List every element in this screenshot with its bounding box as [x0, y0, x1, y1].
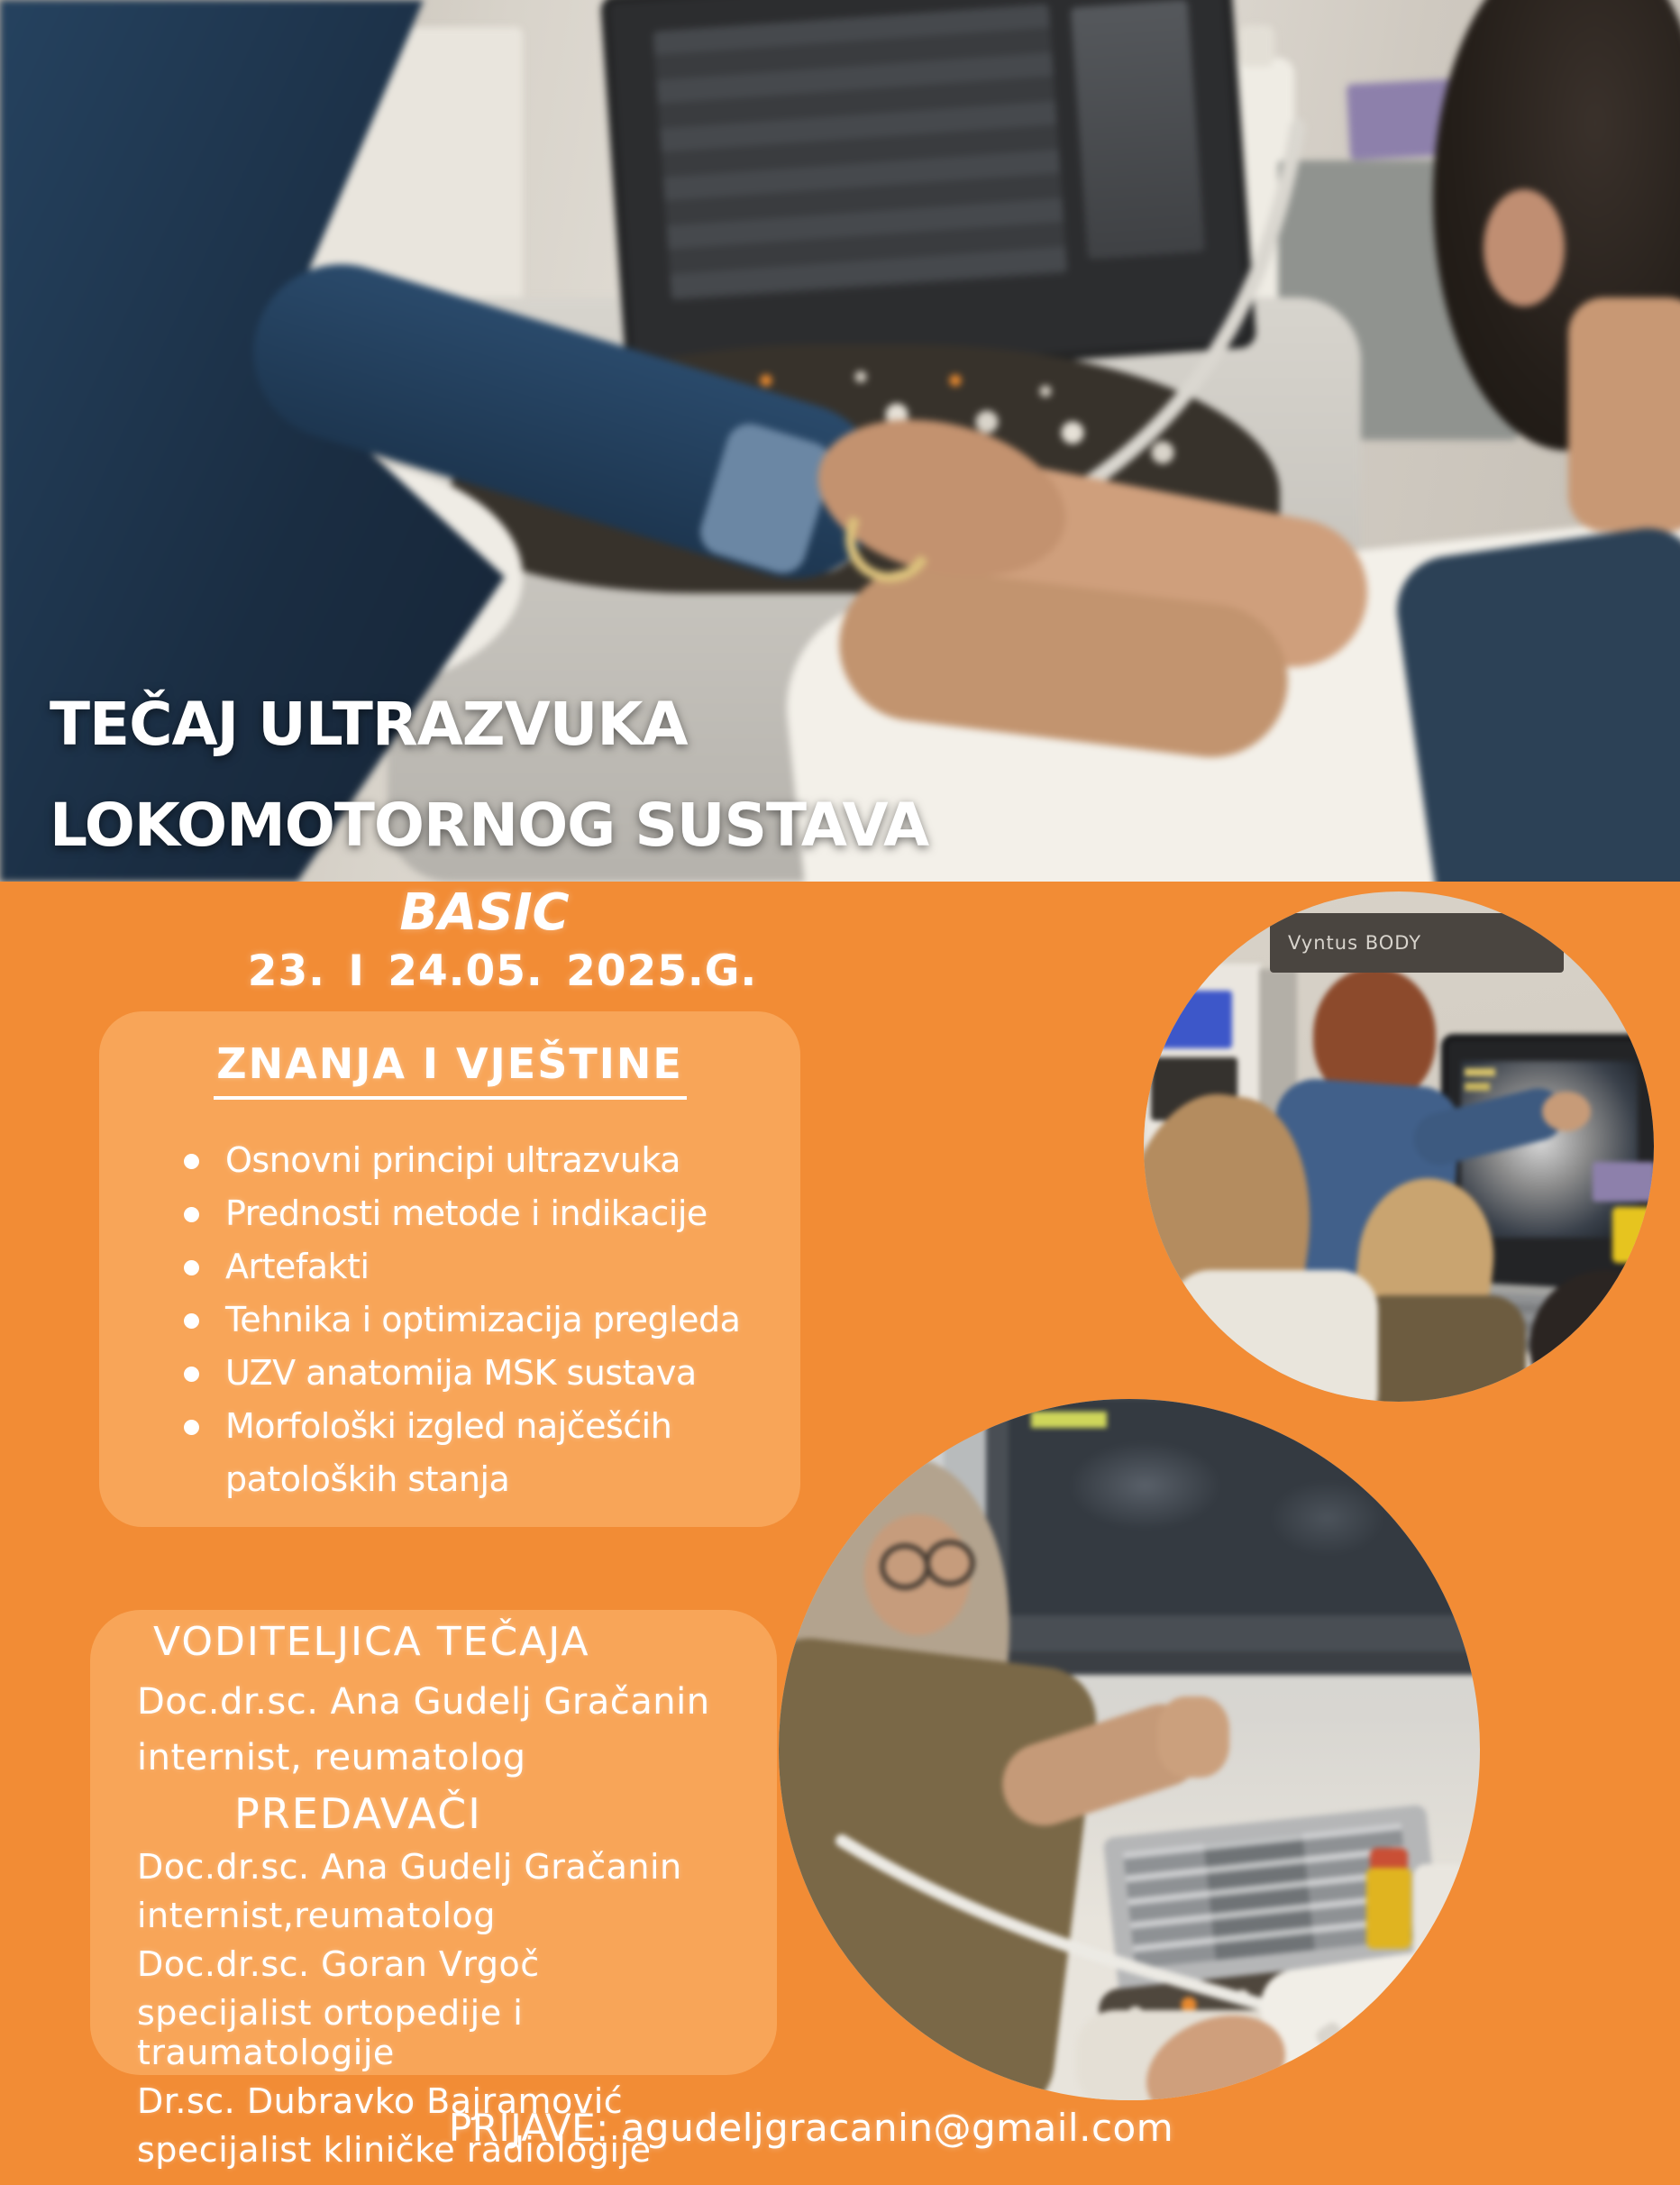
skills-list-item: Osnovni principi ultrazvuka — [99, 1134, 800, 1187]
lecturers-heading: PREDAVAČI — [234, 1789, 482, 1838]
faculty-panel — [90, 1610, 777, 2170]
foreground-trainee-top — [1171, 1270, 1378, 1402]
hero-photo-ultrasound-training — [0, 0, 1680, 882]
course-level: BASIC — [399, 883, 570, 942]
skills-list-item: Morfološki izgled najčešćih patoloških stanja — [99, 1400, 800, 1506]
poster-title-line2: LOKOMOTORNOG SUSTAVA — [50, 791, 929, 860]
skills-list-item: UZV anatomija MSK sustava — [99, 1347, 800, 1400]
machine-sign-label: Vyntus BODY — [1270, 913, 1564, 973]
skills-heading-underline — [214, 1096, 687, 1100]
ultrasound-ui-label2 — [1465, 1083, 1490, 1091]
circle-photo-demo-session — [1144, 891, 1654, 1402]
patient-arm — [1594, 1315, 1654, 1402]
poster-title — [50, 674, 928, 876]
skills-list-item: Artefakti — [99, 1240, 800, 1294]
skills-panel — [99, 1011, 800, 1527]
glove-box-small — [1593, 1162, 1654, 1202]
skills-list-item: Prednosti metode i indikacije — [99, 1187, 800, 1240]
observer-neck — [1568, 297, 1680, 532]
ultrasound-ui-label — [1465, 1068, 1495, 1076]
lecturer-name: Doc.dr.sc. Ana Gudelj Gračanin — [137, 1847, 682, 1887]
observer-ear — [1484, 189, 1565, 306]
leader-name: Doc.dr.sc. Ana Gudelj Gračanin — [137, 1681, 710, 1723]
lecturer-role: specijalist kliničke radiologije — [137, 2130, 652, 2170]
circle-bottom-scene — [779, 1399, 1480, 2100]
leader-role: internist, reumatolog — [137, 1737, 526, 1778]
circle-photo-hands-on-scan — [779, 1399, 1480, 2100]
skills-heading: ZNANJA I VJEŠTINE — [216, 1039, 683, 1088]
contact-email-line: PRIJAVE: agudeljgracanin@gmail.com — [448, 2106, 1174, 2150]
sharps-container — [1612, 1207, 1652, 1263]
skills-list — [99, 1134, 800, 1506]
observer-shoulder — [1390, 521, 1680, 882]
poster-title-line1: TEČAJ ULTRAZVUKA — [50, 690, 688, 759]
leader-heading: VODITELJICA TEČAJA — [153, 1619, 590, 1665]
lecturer-role: specijalist ortopedije i traumatologije — [137, 1993, 524, 2072]
course-date: 23. I 24.05. 2025.G. — [247, 946, 758, 996]
lecturer-name: Dr.sc. Dubravko Bajramović — [137, 2081, 624, 2121]
lecturer-name: Doc.dr.sc. Goran Vrgoč — [137, 1944, 540, 1984]
lecturer-role: internist,reumatolog — [137, 1896, 496, 1935]
presenter-hand — [1542, 1092, 1591, 1131]
skills-list-item: Tehnika i optimizacija pregleda — [99, 1294, 800, 1347]
blue-binder — [1151, 991, 1232, 1048]
